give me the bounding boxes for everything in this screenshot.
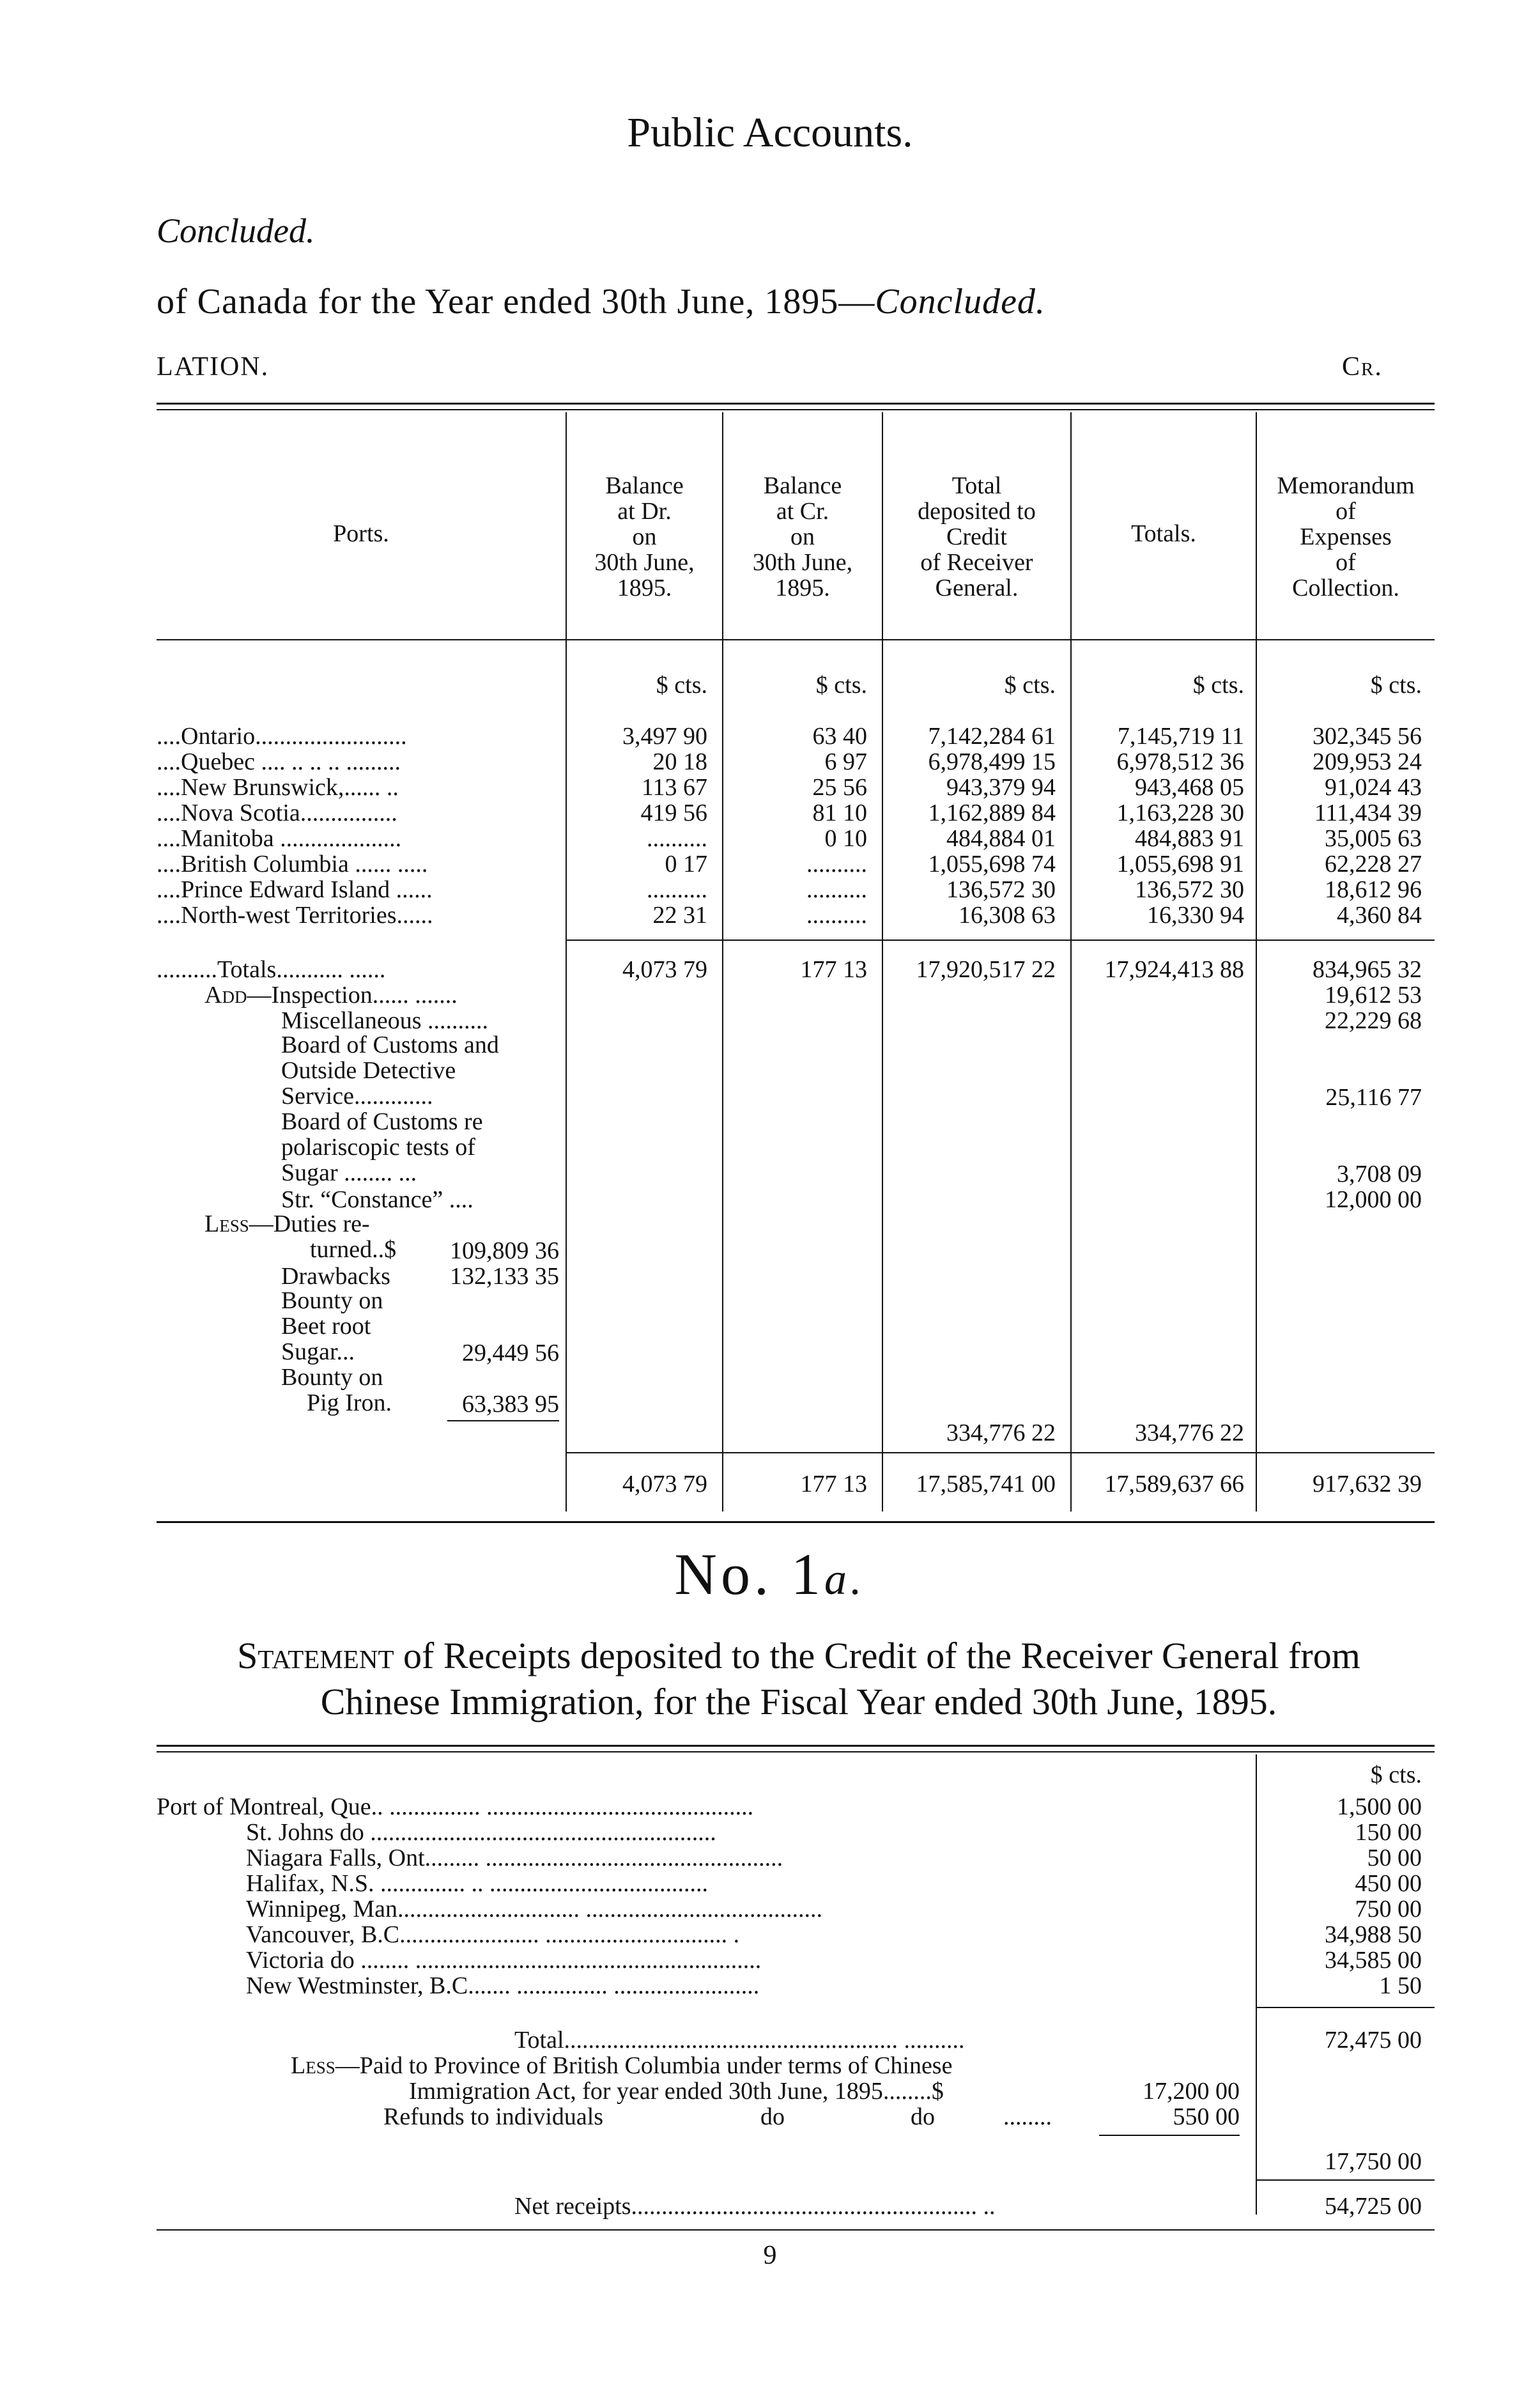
balance-dr: 0 17: [665, 851, 707, 878]
balance-dr: 20 18: [652, 748, 707, 775]
add-inspection: Add—Inspection...... .......: [204, 982, 458, 1009]
unit-label: $ cts.: [815, 672, 867, 699]
balance-cr: 177 13: [800, 956, 867, 983]
unit-label: $ cts.: [1192, 672, 1244, 699]
less-bounty-pig-iron: Bounty on Pig Iron.: [281, 1364, 392, 1416]
net-rule: [1257, 2179, 1435, 2181]
total-deposited: 17,585,741 00: [916, 1471, 1056, 1497]
memo-expenses: 22,229 68: [1325, 1007, 1422, 1034]
unit-label: $ cts.: [1370, 672, 1422, 699]
less-value: 63,383 95: [462, 1391, 559, 1418]
memo-expenses: 19,612 53: [1325, 982, 1422, 1009]
totals: 7,145,719 11: [1117, 723, 1244, 750]
totals: 136,572 30: [1135, 876, 1244, 903]
balance-cr: 63 40: [812, 723, 867, 750]
balance-cr: 6 97: [824, 748, 867, 775]
balance-dr: 22 31: [652, 902, 707, 929]
add-board-customs: Board of Customs and Outside Detective Service.............: [281, 1032, 499, 1110]
balance-dr: 4,073 79: [622, 1471, 707, 1497]
total-label: Total....................................................... ..........: [514, 2027, 965, 2054]
refunds-rule: [1099, 2135, 1240, 2136]
net-receipts-amount: 54,725 00: [1325, 2193, 1422, 2220]
memo-expenses: 3,708 09: [1337, 1161, 1422, 1187]
table2-top-rule-2: [157, 1751, 1435, 1752]
less-value: 132,133 35: [450, 1263, 559, 1290]
total-deposited: 136,572 30: [946, 876, 1056, 903]
receipt-row-label: Victoria do ........ .........................................................: [246, 1947, 762, 1974]
port-name: ....British Columbia ...... .....: [157, 851, 428, 878]
balance-dr: 4,073 79: [622, 956, 707, 983]
totals: 1,163,228 30: [1116, 800, 1244, 826]
unit-label: $ cts.: [1004, 672, 1056, 699]
balance-cr: ..........: [806, 902, 867, 929]
unit-label: $ cts.: [656, 672, 707, 699]
balance-dr: 113 67: [641, 774, 707, 801]
receipt-row-label: Halifax, N.S. .............. .. ....................................: [246, 1870, 709, 1897]
total-deposited: 16,308 63: [959, 902, 1056, 929]
totals: 17,589,637 66: [1104, 1471, 1244, 1497]
header-balance-dr: Balance at Dr. on 30th June, 1895.: [594, 472, 695, 601]
table1-top-rule-2: [157, 409, 1435, 410]
total-deposited: 1,055,698 74: [928, 851, 1056, 878]
statement-number: No. 1a.: [674, 1542, 866, 1607]
memo-expenses: 18,612 96: [1325, 876, 1422, 903]
refunds-do: do: [911, 2103, 935, 2130]
page-number: 9: [763, 2241, 777, 2270]
subtotal-rule: [567, 940, 1435, 941]
less-value: 109,809 36: [450, 1237, 559, 1264]
unit-label: $ cts.: [1370, 1761, 1422, 1788]
page-title: Public Accounts.: [627, 109, 913, 156]
total-deposited: 6,978,499 15: [928, 748, 1056, 775]
section-heading: of Canada for the Year ended 30th June, 1895—Concluded.: [157, 282, 1045, 321]
memo-expenses: 25,116 77: [1325, 1084, 1422, 1111]
less-drawbacks: Drawbacks: [281, 1263, 390, 1290]
less-rule: [447, 1420, 559, 1421]
receipt-row-label: Port of Montreal, Que.. ............... ............................................: [157, 1793, 754, 1820]
memo-expenses: 4,360 84: [1337, 902, 1422, 929]
receipt-amount: 450 00: [1355, 1870, 1422, 1897]
memo-expenses: 12,000 00: [1325, 1186, 1422, 1213]
table1-bottom-rule: [157, 1521, 1435, 1523]
totals: 943,468 05: [1135, 774, 1244, 801]
memo-expenses: 917,632 39: [1313, 1471, 1422, 1497]
balance-dr: 3,497 90: [622, 723, 707, 750]
totals-label: ..........Totals........... ......: [157, 956, 386, 983]
receipt-amount: 34,585 00: [1325, 1947, 1422, 1974]
less-value: 29,449 56: [462, 1340, 559, 1366]
header-memorandum: Memorandum of Expenses of Collection.: [1277, 472, 1415, 601]
balance-cr: 0 10: [824, 825, 867, 852]
memo-expenses: 209,953 24: [1313, 748, 1422, 775]
receipt-amount: 1,500 00: [1337, 1793, 1422, 1820]
total-deposited: 17,920,517 22: [916, 956, 1056, 983]
add-miscellaneous: Miscellaneous ..........: [281, 1007, 489, 1034]
bottom-rule: [157, 2229, 1435, 2231]
balance-dr: ..........: [647, 876, 707, 903]
header-total-deposited: Total deposited to Credit of Receiver General.: [918, 472, 1036, 601]
memo-expenses: 35,005 63: [1325, 825, 1422, 852]
refunds-label: Refunds to individuals: [383, 2103, 604, 2130]
add-constance: Str. “Constance” ....: [281, 1186, 474, 1213]
less-immigration-act: Immigration Act, for year ended 30th June, 1895........$: [409, 2078, 944, 2105]
port-name: ....North-west Territories......: [157, 902, 433, 929]
add-polariscopic: Board of Customs re polariscopic tests of Sugar ........ ...: [281, 1108, 483, 1186]
memo-expenses: 834,965 32: [1313, 956, 1422, 983]
memo-expenses: 91,024 43: [1325, 774, 1422, 801]
receipt-row-label: Niagara Falls, Ont......... .................................................: [246, 1845, 783, 1871]
header-ports: Ports.: [333, 520, 389, 547]
concluded-label: Concluded.: [157, 212, 315, 250]
less-total-deposited: 334,776 22: [946, 1419, 1056, 1446]
less-total-totals: 334,776 22: [1135, 1419, 1244, 1446]
receipt-amount: 1 50: [1379, 1972, 1422, 1999]
table2-top-rule: [157, 1745, 1435, 1747]
total-deposited: 943,379 94: [946, 774, 1056, 801]
port-name: ....Prince Edward Island ......: [157, 876, 433, 903]
header-balance-cr: Balance at Cr. on 30th June, 1895.: [752, 472, 853, 601]
port-name: ....Ontario.........................: [157, 723, 407, 750]
balance-cr: 25 56: [812, 774, 867, 801]
less-paid-value: 17,200 00: [1143, 2078, 1240, 2105]
totals: 6,978,512 36: [1116, 748, 1244, 775]
receipt-row-label: St. Johns do .........................................................: [246, 1819, 716, 1846]
totals: 1,055,698 91: [1116, 851, 1244, 878]
table1-top-rule: [157, 403, 1435, 405]
less-paid-province: Less—Paid to Province of British Columbia under terms of Chinese: [291, 2052, 953, 2079]
refunds-dots: ........: [1003, 2103, 1052, 2130]
final-rule: [567, 1452, 1435, 1453]
total-deposited: 484,884 01: [946, 825, 1056, 852]
section-left-label: LATION.: [157, 352, 270, 382]
port-name: ....New Brunswick,...... ..: [157, 774, 399, 801]
receipt-amount: 50 00: [1367, 1845, 1422, 1871]
less-total: 17,750 00: [1325, 2148, 1422, 2175]
totals: 16,330 94: [1147, 902, 1244, 929]
memo-expenses: 111,434 39: [1314, 800, 1422, 826]
table2-subtotal-rule: [1257, 2007, 1435, 2008]
balance-cr: ..........: [806, 851, 867, 878]
refunds-do: do: [760, 2103, 785, 2130]
receipt-row-label: New Westminster, B.C....... ............... ........................: [246, 1972, 760, 1999]
receipt-amount: 150 00: [1355, 1819, 1422, 1846]
totals: 484,883 91: [1135, 825, 1244, 852]
balance-cr: 177 13: [800, 1471, 867, 1497]
header-totals: Totals.: [1131, 520, 1196, 547]
port-name: ....Nova Scotia................: [157, 800, 397, 826]
less-duties: Less—Duties re- turned..$: [204, 1211, 397, 1263]
balance-dr: 419 56: [640, 800, 707, 826]
memo-expenses: 302,345 56: [1313, 723, 1422, 750]
refunds-value: 550 00: [1173, 2103, 1240, 2130]
net-receipts-label: Net receipts......................................................... ..: [514, 2193, 996, 2220]
total-amount: 72,475 00: [1325, 2027, 1422, 2054]
total-deposited: 1,162,889 84: [928, 800, 1056, 826]
port-name: ....Quebec .... .. .. .. .........: [157, 748, 401, 775]
total-deposited: 7,142,284 61: [928, 723, 1056, 750]
balance-dr: ..........: [647, 825, 707, 852]
less-bounty-beet: Bounty on Beet root Sugar...: [281, 1287, 383, 1365]
port-name: ....Manitoba ....................: [157, 825, 402, 852]
receipt-row-label: Winnipeg, Man.............................. .......................................: [246, 1896, 822, 1922]
table1-header-rule: [157, 639, 1435, 640]
balance-cr: 81 10: [812, 800, 867, 826]
statement-title: Statement of Receipts deposited to the Credit of the Receiver General from Chinese Immigration, for the Fiscal Year ended 30th June, 1895.: [237, 1635, 1360, 1722]
receipt-amount: 34,988 50: [1325, 1921, 1422, 1948]
receipt-row-label: Vancouver, B.C....................... .............................. .: [246, 1921, 740, 1948]
totals: 17,924,413 88: [1104, 956, 1244, 983]
section-right-label: Cr.: [1342, 352, 1383, 382]
receipt-amount: 750 00: [1355, 1896, 1422, 1922]
balance-cr: ..........: [806, 876, 867, 903]
memo-expenses: 62,228 27: [1325, 851, 1422, 878]
